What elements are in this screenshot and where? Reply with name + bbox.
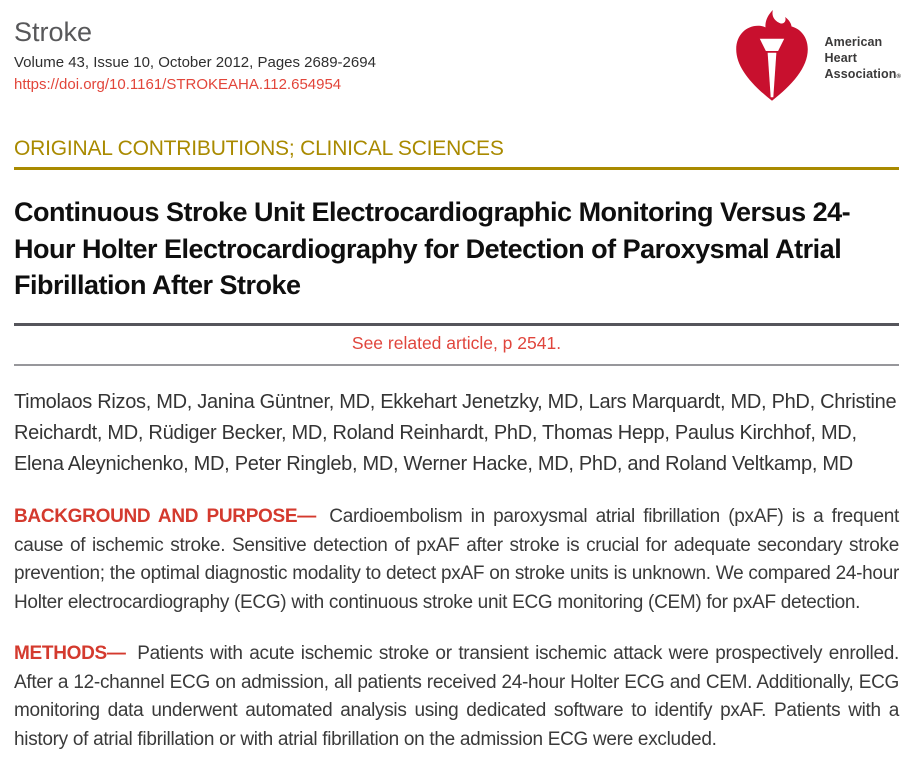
article-title: Continuous Stroke Unit Electrocardiographic Monitoring Versus 24-Hour Holter Electrocardiography for Detection of Paroxysmal Atrial Fibrillation After Stroke [14,196,851,301]
related-article-link[interactable]: See related article, p 2541. [351,333,562,354]
aha-wordmark [825,34,901,83]
abstract-background-text: Cardioembolism in paroxysmal atrial fibrillation (pxAF) is a frequent cause of ischemic stroke. Sensitive detection of pxAF after stroke is crucial for adequate secondary stroke prevention; the optimal diagnostic modality to detect pxAF on stroke units is unknown. We compared 24-hour Holter electrocardiography (ECG) with continuous stroke unit ECG monitoring (CEM) for pxAF detection. [14,506,899,613]
aha-word-association: Association [824,67,897,82]
journal-name: Stroke [14,17,93,47]
abstract-methods-text: Patients with acute ischemic stroke or transient ischemic attack were prospectively enrolled. After a 12-channel ECG on admission, all patients received 24-hour Holter ECG and CEM. Additionally, ECG monitoring data underwent automated analysis using dedicated software to identify pxAF. Patients with a history of atrial fibrillation or with atrial fibrillation on the admission ECG were excluded. [14,643,899,750]
abstract-background-heading: BACKGROUND AND PURPOSE— [14,506,316,528]
doi-link[interactable]: https://doi.org/10.1161/STROKEAHA.112.654954 [14,76,342,94]
section-banner: ORIGINAL CONTRIBUTIONS; CLINICAL SCIENCES [14,137,899,170]
abstract-methods-paragraph [14,640,899,754]
abstract-background-paragraph [14,503,899,617]
abstract-methods-heading: METHODS— [14,643,126,665]
registered-mark: ® [896,74,901,81]
journal-issue-line: Volume 43, Issue 10, October 2012, Pages 2689-2694 [14,54,376,72]
author-list: Timolaos Rizos, MD, Janina Güntner, MD, Ekkehart Jenetzky, MD, Lars Marquardt, MD, PhD, Christine Reichardt, MD, Rüdiger Becker, MD, Roland Reinhardt, PhD, Thomas Hepp, Paulus Kirchhof, MD, Elena Aleynichenko, MD, Peter Ringleb, MD, Werner Hacke, MD, PhD, and Roland Veltkamp, MD [14,391,897,476]
journal-header [14,16,899,95]
heart-torch-icon [728,10,816,106]
related-article-box [14,323,899,366]
aha-word-heart: Heart [824,50,857,65]
aha-logo [728,10,901,106]
aha-word-american: American [824,34,883,49]
